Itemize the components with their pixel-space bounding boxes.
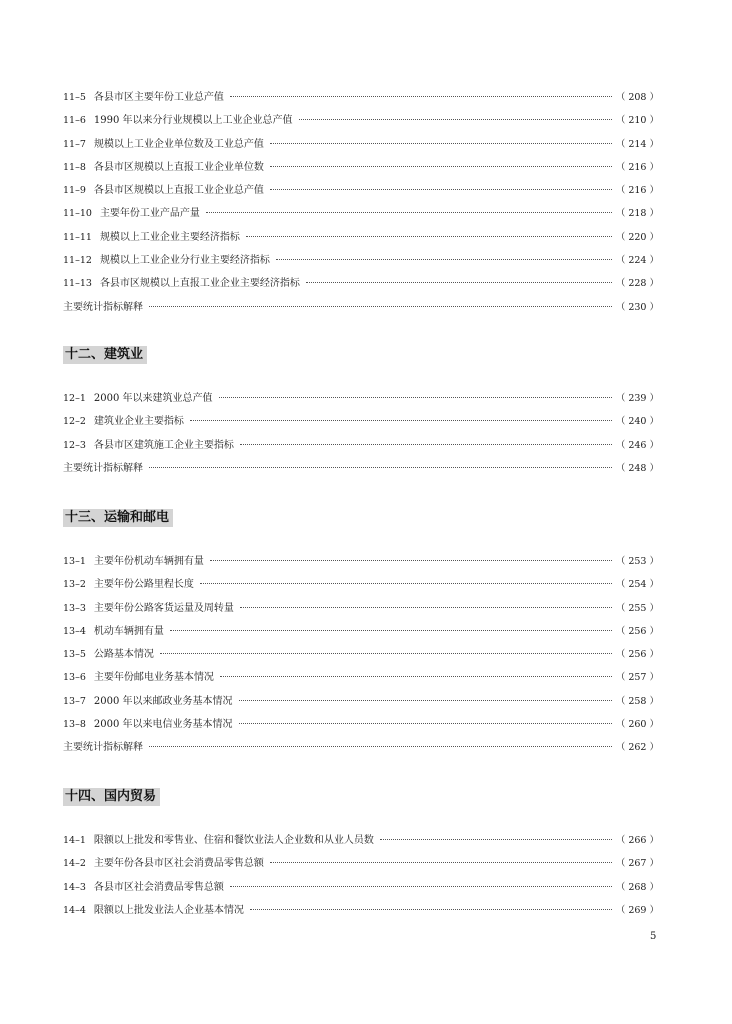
toc-section-14	[63, 829, 659, 922]
dot-leader	[200, 582, 612, 584]
entry-page: （ 254 ）	[615, 579, 659, 591]
toc-entry[interactable]	[63, 249, 659, 272]
entry-page: （ 262 ）	[615, 742, 659, 754]
entry-title: 限额以上批发业法人企业基本情况	[93, 904, 244, 916]
toc-entry[interactable]	[63, 643, 659, 666]
entry-number: 13–2	[63, 579, 86, 591]
entry-title: 各县市区规模以上直报工业企业总产值	[93, 185, 264, 197]
entry-page: （ 239 ）	[615, 393, 659, 404]
toc-entry-explanations[interactable]	[63, 296, 659, 319]
toc-entry[interactable]	[63, 202, 659, 225]
entry-number: 13–4	[63, 625, 86, 637]
dot-leader	[270, 142, 612, 144]
entry-page: （ 258 ）	[615, 695, 659, 707]
toc-entry[interactable]	[63, 179, 659, 202]
entry-number: 14–3	[63, 881, 86, 893]
entry-page: （ 214 ）	[615, 138, 659, 150]
entry-page: （ 253 ）	[615, 556, 659, 567]
entry-title: 规模以上工业企业分行业主要经济指标	[99, 255, 270, 267]
toc-entry[interactable]	[63, 109, 659, 132]
entry-page: （ 218 ）	[615, 208, 659, 220]
entry-title: 各县市区主要年份工业总产值	[93, 92, 224, 103]
dot-leader	[190, 419, 612, 421]
entry-title: 建筑业企业主要指标	[93, 416, 184, 428]
toc-entry[interactable]	[63, 434, 659, 457]
entry-page: （ 266 ）	[615, 835, 659, 846]
dot-leader	[220, 675, 612, 677]
dot-leader	[149, 466, 612, 468]
entry-page: （ 228 ）	[615, 278, 659, 290]
entry-number: 13–8	[63, 719, 86, 731]
entry-number: 14–2	[63, 858, 86, 870]
entry-title: 2000 年以来电信业务基本情况	[93, 719, 233, 731]
entry-title: 主要统计指标解释	[63, 301, 143, 313]
entry-page: （ 216 ）	[615, 185, 659, 197]
dot-leader	[160, 652, 612, 654]
toc-entry[interactable]	[63, 597, 659, 620]
entry-title: 限额以上批发和零售业、住宿和餐饮业法人企业数和从业人员数	[93, 835, 374, 846]
dot-leader	[239, 722, 612, 724]
entry-title: 主要统计指标解释	[63, 462, 143, 474]
dot-leader	[270, 861, 612, 863]
entry-number: 12–3	[63, 439, 86, 451]
toc-entry[interactable]	[63, 666, 659, 689]
entry-page: （ 220 ）	[615, 231, 659, 243]
dot-leader	[230, 885, 612, 887]
entry-title: 公路基本情况	[93, 649, 154, 661]
entry-title: 主要年份机动车辆拥有量	[93, 556, 204, 567]
entry-number: 13–5	[63, 649, 86, 661]
section-heading-construction: 十二、建筑业	[63, 346, 147, 364]
entry-page: （ 208 ）	[615, 92, 659, 103]
toc-entry[interactable]	[63, 713, 659, 736]
entry-page: （ 246 ）	[615, 439, 659, 451]
entry-title: 主要年份各县市区社会消费品零售总额	[93, 858, 264, 870]
entry-page: （ 230 ）	[615, 301, 659, 313]
dot-leader	[306, 281, 612, 283]
toc-entry[interactable]	[63, 620, 659, 643]
entry-page: （ 260 ）	[615, 719, 659, 731]
entry-page: （ 257 ）	[615, 672, 659, 684]
toc-entry[interactable]	[63, 690, 659, 713]
toc-entry[interactable]	[63, 829, 659, 852]
entry-page: （ 255 ）	[615, 602, 659, 614]
entry-page: （ 248 ）	[615, 462, 659, 474]
entry-number: 11–7	[63, 138, 86, 150]
entry-title: 主要年份工业产品产量	[99, 208, 200, 220]
entry-title: 主要年份公路客货运量及周转量	[93, 602, 234, 614]
entry-number: 12–1	[63, 393, 86, 404]
dot-leader	[250, 908, 612, 910]
toc-entry-explanations[interactable]	[63, 457, 659, 480]
dot-leader	[239, 699, 612, 701]
toc-entry[interactable]	[63, 899, 659, 922]
entry-number: 13–6	[63, 672, 86, 684]
entry-number: 11–5	[63, 92, 86, 103]
entry-title: 各县市区规模以上直报工业企业单位数	[93, 161, 264, 173]
entry-number: 14–1	[63, 835, 86, 846]
entry-number: 14–4	[63, 904, 86, 916]
dot-leader	[149, 745, 612, 747]
entry-page: （ 269 ）	[615, 904, 659, 916]
entry-page: （ 268 ）	[615, 881, 659, 893]
dot-leader	[299, 118, 612, 120]
toc-section-11-continued	[63, 86, 659, 319]
entry-title: 主要年份公路里程长度	[93, 579, 194, 591]
toc-entry-explanations[interactable]	[63, 736, 659, 759]
entry-page: （ 256 ）	[615, 649, 659, 661]
toc-section-12	[63, 387, 659, 480]
dot-leader	[240, 606, 612, 608]
toc-entry[interactable]	[63, 852, 659, 875]
dot-leader	[276, 258, 612, 260]
toc-entry[interactable]	[63, 410, 659, 433]
dot-leader	[270, 188, 612, 190]
dot-leader	[170, 629, 612, 631]
toc-entry[interactable]	[63, 550, 659, 573]
entry-number: 13–3	[63, 602, 86, 614]
dot-leader	[230, 95, 612, 97]
dot-leader	[380, 838, 612, 840]
entry-page: （ 210 ）	[615, 115, 659, 127]
entry-page: （ 240 ）	[615, 416, 659, 428]
section-heading-transport-post: 十三、运输和邮电	[63, 509, 173, 527]
entry-title: 主要统计指标解释	[63, 742, 143, 754]
dot-leader	[210, 559, 612, 561]
entry-title: 2000 年以来邮政业务基本情况	[93, 695, 233, 707]
entry-title: 主要年份邮电业务基本情况	[93, 672, 214, 684]
entry-number: 12–2	[63, 416, 86, 428]
entry-number: 11–8	[63, 161, 86, 173]
toc-entry[interactable]	[63, 226, 659, 249]
section-heading-domestic-trade: 十四、国内贸易	[63, 788, 160, 806]
entry-title: 机动车辆拥有量	[93, 625, 164, 637]
entry-title: 规模以上工业企业主要经济指标	[99, 231, 240, 243]
entry-number: 13–7	[63, 695, 86, 707]
entry-page: （ 256 ）	[615, 625, 659, 637]
entry-number: 11–11	[63, 231, 92, 243]
entry-number: 11–12	[63, 255, 92, 267]
entry-page: （ 224 ）	[615, 255, 659, 267]
toc-entry[interactable]	[63, 573, 659, 596]
entry-title: 各县市区社会消费品零售总额	[93, 881, 224, 893]
entry-number: 13–1	[63, 556, 86, 567]
entry-number: 11–10	[63, 208, 92, 220]
entry-title: 各县市区规模以上直报工业企业主要经济指标	[99, 278, 300, 290]
entry-number: 11–13	[63, 278, 92, 290]
entry-title: 各县市区建筑施工企业主要指标	[93, 439, 234, 451]
toc-entry[interactable]	[63, 387, 659, 410]
dot-leader	[219, 396, 612, 398]
page-number: 5	[650, 931, 657, 942]
dot-leader	[149, 305, 612, 307]
entry-page: （ 267 ）	[615, 858, 659, 870]
toc-entry[interactable]	[63, 156, 659, 179]
entry-title: 2000 年以来建筑业总产值	[93, 393, 213, 404]
toc-entry[interactable]	[63, 876, 659, 899]
dot-leader	[240, 443, 612, 445]
toc-entry[interactable]	[63, 86, 659, 109]
dot-leader	[246, 235, 612, 237]
toc-entry[interactable]	[63, 133, 659, 156]
entry-number: 11–6	[63, 115, 86, 127]
entry-page: （ 216 ）	[615, 161, 659, 173]
toc-section-13	[63, 550, 659, 760]
toc-entry[interactable]	[63, 272, 659, 295]
entry-title: 1990 年以来分行业规模以上工业企业总产值	[93, 115, 293, 127]
entry-title: 规模以上工业企业单位数及工业总产值	[93, 138, 264, 150]
dot-leader	[270, 165, 612, 167]
dot-leader	[206, 211, 612, 213]
entry-number: 11–9	[63, 185, 86, 197]
